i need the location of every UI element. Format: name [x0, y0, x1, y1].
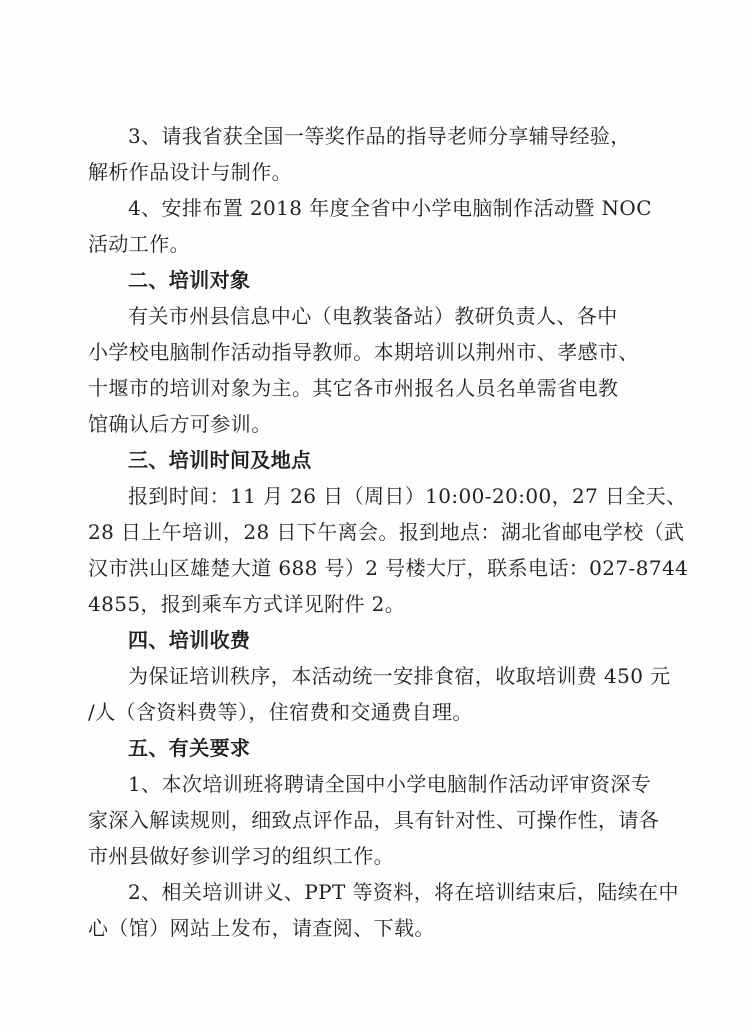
- text-line: 十堰市的培训对象为主。其它各市州报名人员名单需省电教: [88, 376, 619, 400]
- text-line: 家深入解读规则，细致点评作品，具有针对性、可操作性，请各: [88, 808, 660, 832]
- text-line: 小学校电脑制作活动指导教师。本期培训以荆州市、孝感市、: [88, 340, 639, 364]
- text-line: 4855，报到乘车方式详见附件 2。: [88, 592, 406, 616]
- section-heading: 五、有关要求: [128, 736, 251, 760]
- text-line: 2、相关培训讲义、PPT 等资料，将在培训结束后，陆续在中: [128, 880, 679, 904]
- section-heading: 三、培训时间及地点: [128, 448, 312, 472]
- text-line: 1、本次培训班将聘请全国中小学电脑制作活动评审资深专: [128, 772, 652, 796]
- text-line: 28 日上午培训，28 日下午离会。报到地点：湖北省邮电学校（武: [88, 520, 685, 544]
- text-line: 4、安排布置 2018 年度全省中小学电脑制作活动暨 NOC: [128, 196, 652, 220]
- text-line: 馆确认后方可参训。: [88, 412, 272, 436]
- document-body: [88, 118, 689, 946]
- text-line: 汉市洪山区雄楚大道 688 号）2 号楼大厅，联系电话：027-8744: [88, 556, 689, 580]
- text-line: 报到时间：11 月 26 日（周日）10:00-20:00，27 日全天、: [128, 484, 687, 508]
- text-line: 解析作品设计与制作。: [88, 160, 292, 184]
- text-line: 心（馆）网站上发布，请查阅、下载。: [88, 916, 435, 940]
- section-heading: 二、培训对象: [128, 268, 251, 292]
- text-line: 为保证培训秩序，本活动统一安排食宿，收取培训费 450 元: [128, 664, 671, 688]
- section-heading: 四、培训收费: [128, 628, 251, 652]
- text-line: 市州县做好参训学习的组织工作。: [88, 844, 394, 868]
- text-line: /人（含资料费等），住宿费和交通费自理。: [88, 700, 473, 724]
- text-line: 活动工作。: [88, 232, 190, 256]
- text-line: 3、请我省获全国一等奖作品的指导老师分享辅导经验，: [128, 124, 631, 148]
- text-line: 有关市州县信息中心（电教装备站）教研负责人、各中: [128, 304, 618, 328]
